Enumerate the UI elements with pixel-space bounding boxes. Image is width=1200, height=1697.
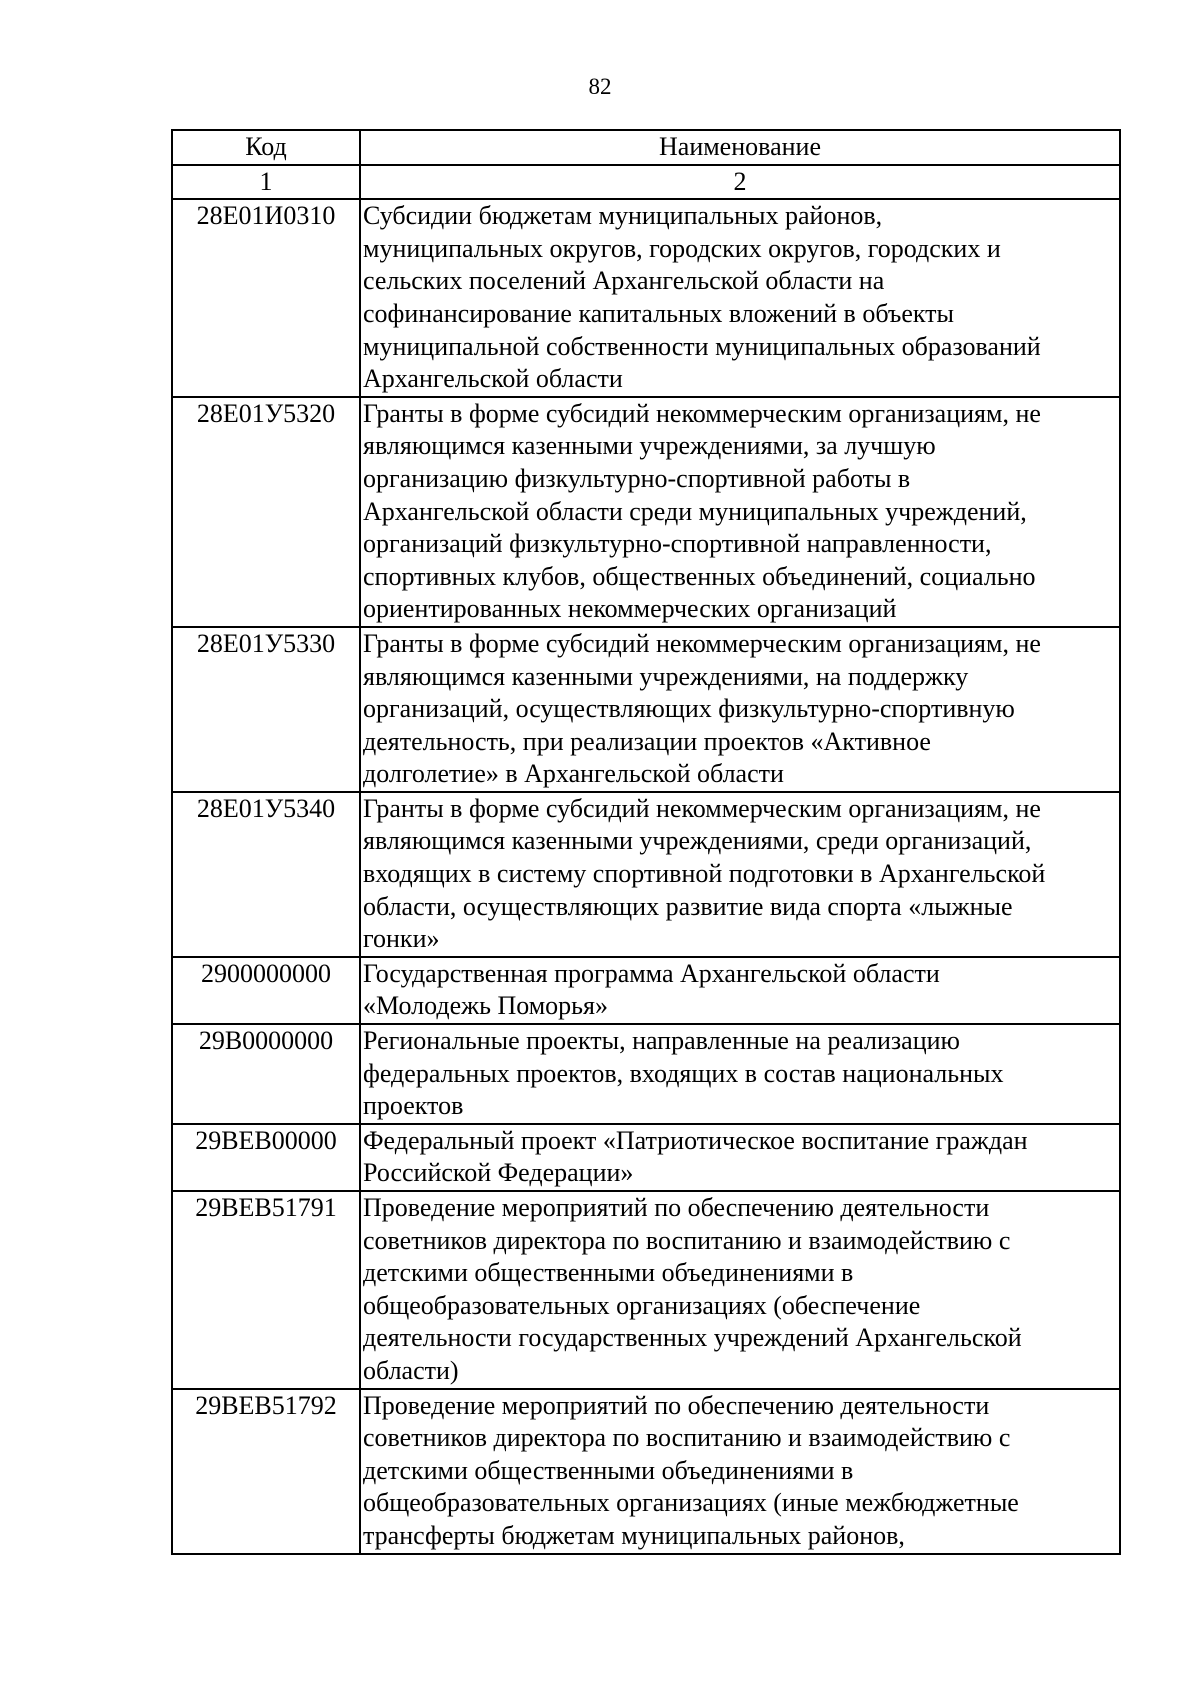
row-name-line: Архангельской области bbox=[363, 364, 623, 394]
row-name-line: Федеральный проект «Патриотическое воспитание граждан bbox=[363, 1125, 1028, 1155]
row-code: 2900000000 bbox=[172, 957, 360, 1024]
table-row bbox=[172, 627, 1120, 792]
table-header-row bbox=[172, 130, 1120, 165]
row-name-line: деятельности государственных учреждений Архангельской bbox=[363, 1323, 1022, 1353]
classification-table bbox=[171, 129, 1121, 1555]
column-number-name: 2 bbox=[360, 165, 1120, 200]
row-name bbox=[360, 397, 1120, 627]
row-name-line: являющимся казенными учреждениями, на поддержку bbox=[363, 661, 969, 691]
page-number: 82 bbox=[588, 74, 612, 99]
row-name-line: области) bbox=[363, 1355, 459, 1385]
table-body bbox=[172, 199, 1120, 1553]
row-name-line: Гранты в форме субсидий некоммерческим организациям, не bbox=[363, 398, 1041, 428]
row-name bbox=[360, 1124, 1120, 1191]
row-code: 28Е01У5330 bbox=[172, 627, 360, 792]
table-row bbox=[172, 792, 1120, 957]
row-name bbox=[360, 1024, 1120, 1124]
row-name-line: советников директора по воспитанию и взаимодействию с bbox=[363, 1423, 1011, 1453]
header-code: Код bbox=[172, 130, 360, 165]
row-name-line: являющимся казенными учреждениями, за лучшую bbox=[363, 431, 936, 461]
row-code: 29В0000000 bbox=[172, 1024, 360, 1124]
row-name bbox=[360, 199, 1120, 397]
row-name bbox=[360, 1191, 1120, 1389]
row-name-line: гонки» bbox=[363, 924, 440, 954]
row-code: 29ВЕВ51792 bbox=[172, 1389, 360, 1554]
row-name-line: общеобразовательных организациях (иные межбюджетные bbox=[363, 1488, 1019, 1518]
row-name-line: «Молодежь Поморья» bbox=[363, 991, 608, 1021]
row-name-line: входящих в систему спортивной подготовки в Архангельской bbox=[363, 859, 1046, 889]
table-row bbox=[172, 199, 1120, 397]
row-name-line: долголетие» в Архангельской области bbox=[363, 759, 784, 789]
row-code: 28Е01У5340 bbox=[172, 792, 360, 957]
row-name bbox=[360, 1389, 1120, 1554]
row-name-line: организаций, осуществляющих физкультурно-спортивную bbox=[363, 694, 1015, 724]
row-code: 28Е01И0310 bbox=[172, 199, 360, 397]
table-row bbox=[172, 397, 1120, 627]
row-name-line: советников директора по воспитанию и взаимодействию с bbox=[363, 1225, 1011, 1255]
table-row bbox=[172, 1024, 1120, 1124]
row-name-line: спортивных клубов, общественных объединений, социально bbox=[363, 561, 1036, 591]
row-name bbox=[360, 792, 1120, 957]
row-name-line: федеральных проектов, входящих в состав национальных bbox=[363, 1058, 1004, 1088]
row-name-line: Российской Федерации» bbox=[363, 1158, 634, 1188]
row-name-line: муниципальной собственности муниципальных образований bbox=[363, 331, 1041, 361]
row-name-line: софинансирование капитальных вложений в объекты bbox=[363, 298, 955, 328]
row-name bbox=[360, 627, 1120, 792]
row-name-line: являющимся казенными учреждениями, среди организаций, bbox=[363, 826, 1032, 856]
row-name-line: Архангельской области среди муниципальных учреждений, bbox=[363, 496, 1027, 526]
row-name-line: Проведение мероприятий по обеспечению деятельности bbox=[363, 1390, 990, 1420]
row-code: 29ВЕВ51791 bbox=[172, 1191, 360, 1389]
row-name-line: Гранты в форме субсидий некоммерческим организациям, не bbox=[363, 628, 1041, 658]
row-name-line: Субсидии бюджетам муниципальных районов, bbox=[363, 201, 883, 231]
table-row bbox=[172, 1191, 1120, 1389]
column-number-row bbox=[172, 165, 1120, 200]
row-name-line: муниципальных округов, городских округов, городских и bbox=[363, 233, 1001, 263]
row-name-line: Региональные проекты, направленные на реализацию bbox=[363, 1026, 960, 1056]
row-name-line: организацию физкультурно-спортивной работы в bbox=[363, 463, 911, 493]
table-row bbox=[172, 957, 1120, 1024]
row-name-line: общеобразовательных организациях (обеспечение bbox=[363, 1290, 921, 1320]
row-name-line: области, осуществляющих развитие вида спорта «лыжные bbox=[363, 891, 1013, 921]
table-row bbox=[172, 1389, 1120, 1554]
row-name-line: проектов bbox=[363, 1091, 464, 1121]
row-name-line: детскими общественными объединениями в bbox=[363, 1455, 854, 1485]
header-name: Наименование bbox=[360, 130, 1120, 165]
row-name bbox=[360, 957, 1120, 1024]
column-number-code: 1 bbox=[172, 165, 360, 200]
row-code: 29ВЕВ00000 bbox=[172, 1124, 360, 1191]
row-name-line: трансферты бюджетам муниципальных районов, bbox=[363, 1520, 905, 1550]
row-name-line: Государственная программа Архангельской области bbox=[363, 958, 940, 988]
row-name-line: деятельность, при реализации проектов «Активное bbox=[363, 726, 931, 756]
table-row bbox=[172, 1124, 1120, 1191]
row-name-line: ориентированных некоммерческих организаций bbox=[363, 594, 897, 624]
row-name-line: детскими общественными объединениями в bbox=[363, 1258, 854, 1288]
row-name-line: Проведение мероприятий по обеспечению деятельности bbox=[363, 1193, 990, 1222]
row-code: 28Е01У5320 bbox=[172, 397, 360, 627]
row-name-line: Гранты в форме субсидий некоммерческим организациям, не bbox=[363, 793, 1041, 823]
row-name-line: организаций физкультурно-спортивной направленности, bbox=[363, 529, 992, 559]
row-name-line: сельских поселений Архангельской области на bbox=[363, 266, 885, 296]
